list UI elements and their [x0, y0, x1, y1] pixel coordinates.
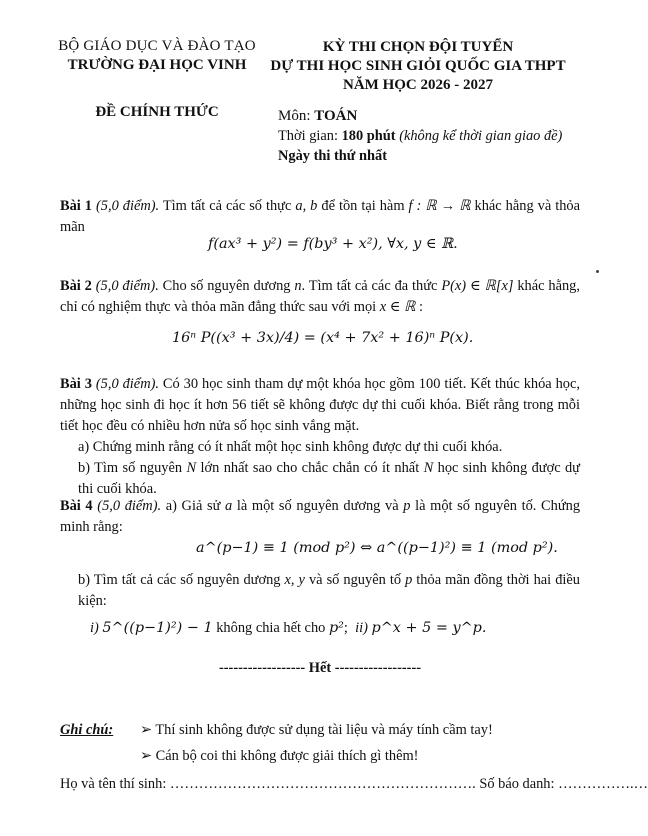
subject-value: TOÁN: [314, 108, 358, 124]
end-mark: ------------------ Hết ------------------: [218, 660, 422, 676]
candidate-info: [60, 776, 648, 793]
time-value: 180 phút: [341, 128, 396, 144]
problem-4-text-2: là một số nguyên dương và: [232, 498, 404, 514]
subject-label: Môn:: [278, 108, 315, 124]
problem-4-title: Bài 4: [60, 498, 93, 514]
cond-ii-expr: p^x + 5 = y^p.: [371, 620, 487, 636]
cond-i-label: i): [90, 620, 99, 636]
problem-2-var-n: n: [294, 278, 302, 294]
problem-4-conditions: i) 5^((p−1)²) − 1 không chia hết cho p²; ii) p^x + 5 = y^p.: [90, 620, 487, 636]
problem-2-text-4: :: [415, 299, 423, 315]
problem-3: [60, 374, 580, 500]
header-right: [268, 38, 568, 95]
problem-3-part-a: a) Chứng minh rằng có ít nhất một học sinh không được dự thi cuối khóa.: [78, 439, 503, 455]
problem-2: [60, 276, 580, 318]
problem-4-points: (5,0 điểm).: [97, 498, 162, 514]
problem-1-equation: [208, 236, 458, 253]
exam-title-line1: KỲ THI CHỌN ĐỘI TUYỂN: [322, 39, 514, 55]
header-left: [52, 38, 262, 121]
problem-3-part-b: [60, 458, 580, 500]
notes-label: Ghi chú:: [60, 722, 114, 738]
ministry-name: BỘ GIÁO DỤC VÀ ĐÀO TẠO: [58, 38, 256, 54]
problem-2-cond: x ∈ ℝ: [379, 299, 416, 315]
candidate-name-field[interactable]: ……………………………………………………….: [169, 776, 476, 792]
part-b-vars: x, y: [284, 572, 305, 588]
university-name: TRƯỜNG ĐẠI HỌC VINH: [67, 57, 247, 73]
part-b-var: N: [186, 460, 197, 476]
problem-3-text: Có 30 học sinh tham dự một khóa học gồm 100 tiết. Kết thúc khóa học, những học sinh đi học ít hơn 56 tiết sẽ không được dự thi cuối khóa. Biết rằng trong mỗi tiết học đều có nhiều hơn nửa số học sinh vắng mặt.: [60, 376, 580, 434]
problem-3-title: Bài 3: [60, 376, 92, 392]
problem-4-part-b: [60, 570, 580, 612]
scan-speck: [596, 270, 599, 273]
part-b-line: [60, 570, 580, 612]
problem-4-var-p: p: [403, 498, 411, 514]
part-b-var-p: p: [405, 572, 413, 588]
exam-title-line2: DỰ THI HỌC SINH GIỎI QUỐC GIA THPT: [270, 58, 566, 74]
problem-2-text-3: khác hằng, chỉ có nghiệm thực và thỏa mãn đẳng thức sau với mọi: [60, 278, 580, 315]
problem-4-var-a: a: [225, 498, 233, 514]
problem-4-equation: [196, 540, 558, 557]
equation-text: a^(p−1) ≡ 1 (mod p²) ⇔ a^((p−1)²) ≡ 1 (mod p²).: [196, 540, 558, 556]
official-status: ĐỀ CHÍNH THỨC: [95, 104, 219, 120]
problem-1-function: f : ℝ → ℝ: [408, 198, 471, 214]
note-item-2: ➢ Cán bộ coi thi không được giải thích gì thêm!: [140, 748, 419, 764]
problem-2-poly: P(x) ∈ ℝ[x]: [441, 278, 514, 294]
problem-1-vars: a, b: [295, 198, 318, 214]
part-b-var-2: N: [423, 460, 434, 476]
problem-1-text-2: để tồn tại hàm: [317, 198, 409, 214]
problem-4-text-3: là một số nguyên tố. Chứng minh rằng:: [60, 498, 581, 535]
exam-day: Ngày thi thứ nhất: [278, 148, 387, 164]
problem-1-title: Bài 1: [60, 198, 92, 214]
cond-i-expr: 5^((p−1)²) − 1: [102, 620, 213, 636]
part-b-text-2: lớn nhất sao cho chắc chắn có ít nhất: [196, 460, 424, 476]
part-b-text: b) Tìm tất cả các số nguyên dương: [78, 572, 285, 588]
problem-1: [60, 196, 580, 238]
exam-title-line3: NĂM HỌC 2026 - 2027: [343, 77, 493, 93]
candidate-id-field[interactable]: …………….…: [558, 776, 648, 792]
problem-2-title: Bài 2: [60, 278, 92, 294]
equation-text: f(ax³ + y²) = f(by³ + x²), ∀x, y ∈ ℝ.: [208, 236, 458, 252]
exam-meta: [278, 106, 562, 166]
note-item-1: ➢ Thí sinh không được sử dụng tài liệu và máy tính cầm tay!: [140, 722, 493, 738]
cond-i-text: không chia hết cho: [212, 620, 329, 636]
part-b-text: b) Tìm số nguyên: [78, 460, 187, 476]
part-b-text-3: thỏa mãn đồng thời hai điều kiện:: [78, 572, 580, 609]
problem-2-equation: [172, 330, 473, 347]
problem-1-points: (5,0 điểm).: [96, 198, 160, 214]
subject-line: [278, 106, 562, 126]
time-label: Thời gian:: [278, 128, 342, 144]
problem-1-text: Tìm tất cả các số thực: [159, 198, 296, 214]
candidate-name-label: Họ và tên thí sinh:: [60, 776, 170, 792]
problem-2-points: (5,0 điểm).: [95, 278, 159, 294]
problem-1-text-3: khác hằng và thỏa mãn: [60, 198, 580, 235]
cond-ii-label: ii): [355, 620, 368, 636]
time-line: [278, 126, 562, 146]
problem-2-text-2: . Tìm tất cả các đa thức: [301, 278, 442, 294]
time-note: (không kể thời gian giao đề): [399, 128, 563, 144]
part-b-text-3: học sinh không được dự thi cuối khóa.: [78, 460, 580, 497]
equation-text: 16ⁿ P((x³ + 3x)/4) = (x⁴ + 7x² + 16)ⁿ P(x).: [172, 330, 474, 346]
part-b-text-2: và số nguyên tố: [304, 572, 406, 588]
problem-4-text: a) Giả sử: [161, 498, 226, 514]
candidate-id-label: Số báo danh:: [475, 776, 559, 792]
problem-4: [60, 496, 580, 538]
cond-i-mod: p²: [328, 620, 344, 636]
problem-3-points: (5,0 điểm).: [95, 376, 159, 392]
problem-2-text: Cho số nguyên dương: [158, 278, 295, 294]
